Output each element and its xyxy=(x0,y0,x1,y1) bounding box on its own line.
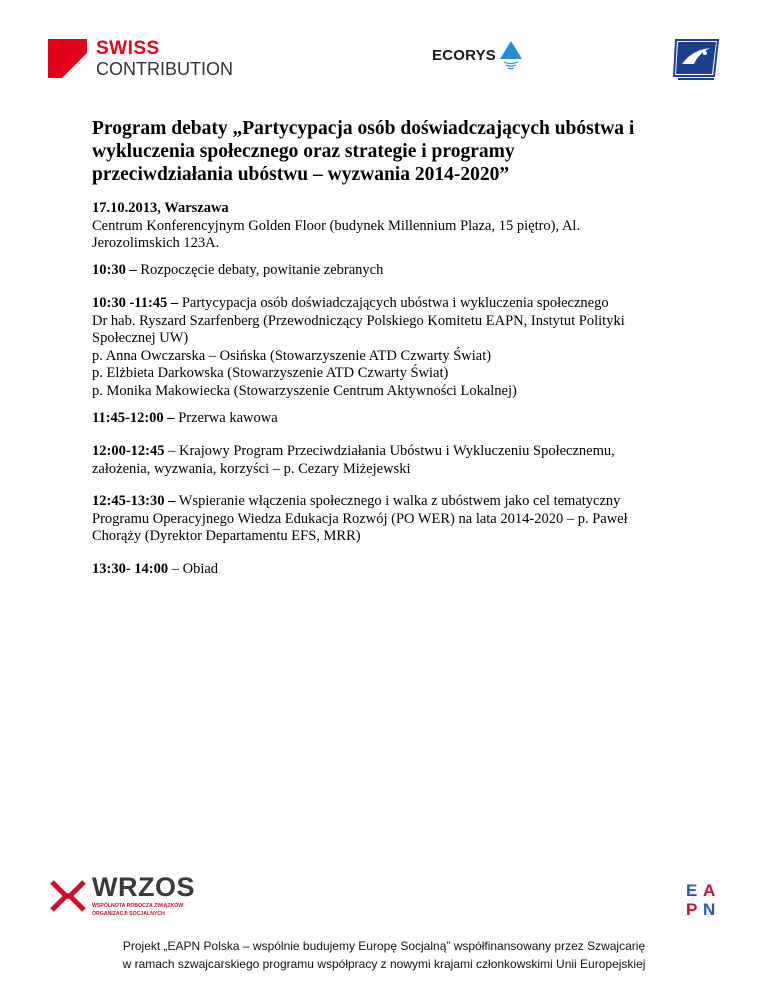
agenda-text: p. Monika Makowiecka (Stowarzyszenie Centrum Aktywności Lokalnej) xyxy=(92,382,517,399)
agenda-text: Rozpoczęcie debaty, powitanie zebranych xyxy=(140,262,384,278)
ecorys-logo-text: ECORYS xyxy=(432,46,496,64)
agenda-text: Wspieranie włączenia społecznego i walka z ubóstwem jako cel tematyczny xyxy=(178,493,621,509)
agenda-time: 13:30- 14:00 xyxy=(92,561,169,577)
agenda-time: 11:45-12:00 – xyxy=(92,410,175,426)
european-voice-logo-icon xyxy=(672,38,720,84)
swiss-logo-line2: CONTRIBUTION xyxy=(96,58,233,79)
agenda-item xyxy=(92,295,712,400)
ecorys-logo xyxy=(432,40,523,70)
wrzos-subtitle-2: ORGANIZACJI SOCJALNYCH xyxy=(92,911,165,917)
agenda-text: Dr hab. Ryszard Szarfenberg (Przewodniczący Polskiego Komitetu EAPN, Instytut Polityki xyxy=(92,312,625,329)
agenda-item xyxy=(92,493,712,546)
wrzos-mark-icon xyxy=(48,876,88,916)
wrzos-subtitle-1: WSPÓLNOTA ROBOCZA ZWIĄZKÓW xyxy=(92,903,184,909)
title-line: wykluczenia społecznego oraz strategie i programy xyxy=(92,141,515,162)
svg-text:P: P xyxy=(686,900,698,918)
ecorys-triangle-icon xyxy=(499,40,523,70)
wrzos-logo xyxy=(48,874,195,917)
date-venue xyxy=(92,200,712,253)
agenda-text: założenia, wyzwania, korzyści – p. Cezary Miżejewski xyxy=(92,460,411,477)
swiss-contribution-logo xyxy=(48,38,233,78)
agenda-time: 10:30 – xyxy=(92,262,137,278)
agenda-text: p. Elżbieta Darkowska (Stowarzyszenie ATD Czwarty Świat) xyxy=(92,365,449,381)
agenda-item xyxy=(92,262,712,280)
agenda-text: Chorąży (Dyrektor Departamentu EFS, MRR) xyxy=(92,528,361,544)
agenda-time: 12:00-12:45 xyxy=(92,443,165,459)
swiss-logo-line1: SWISS xyxy=(96,37,160,59)
title-line: przeciwdziałania ubóstwu – wyzwania 2014-2020” xyxy=(92,164,510,185)
swiss-flag-icon xyxy=(48,39,87,78)
svg-text:N: N xyxy=(703,900,716,918)
agenda-text: Programu Operacyjnego Wiedza Edukacja Rozwój (PO WER) na lata 2014-2020 – p. Paweł xyxy=(92,510,628,527)
wrzos-name: WRZOS xyxy=(92,872,195,902)
agenda-text: Partycypacja osób doświadczających ubóstwa i wykluczenia społecznego xyxy=(181,295,609,311)
agenda-text: Przerwa kawowa xyxy=(178,410,278,426)
venue-line: Jerozolimskich 123A. xyxy=(92,235,220,251)
svg-text:A: A xyxy=(703,881,716,900)
document-title xyxy=(92,117,692,186)
agenda-item xyxy=(92,410,712,428)
agenda-item xyxy=(92,561,712,579)
svg-text:E: E xyxy=(686,881,698,900)
footer-line-1: Projekt „EAPN Polska – wspólnie budujemy Europę Socjalną” współfinansowany przez Szwajcarię xyxy=(122,939,646,953)
agenda-time: 10:30 -11:45 – xyxy=(92,295,179,311)
agenda-text: – Krajowy Program Przeciwdziałania Ubóstwu i Wykluczeniu Społecznemu, xyxy=(168,443,615,459)
agenda-text: p. Anna Owczarska – Osińska (Stowarzyszenie ATD Czwarty Świat) xyxy=(92,347,492,364)
venue-line: Centrum Konferencyjnym Golden Floor (budynek Millennium Plaza, 15 piętro), Al. xyxy=(92,217,581,234)
date-place: 17.10.2013, Warszawa xyxy=(92,200,229,216)
agenda-text: Społecznej UW) xyxy=(92,330,189,346)
agenda-item xyxy=(92,443,712,478)
title-line: Program debaty „Partycypacja osób doświadczających ubóstwa i xyxy=(92,118,635,139)
agenda-text: – Obiad xyxy=(171,561,219,577)
footer-line-2: w ramach szwajcarskiego programu współpracy z nowymi krajami członkowskimi Unii Europejskiej xyxy=(122,957,646,971)
eapn-logo-icon xyxy=(686,880,722,918)
agenda-time: 12:45-13:30 – xyxy=(92,493,176,509)
